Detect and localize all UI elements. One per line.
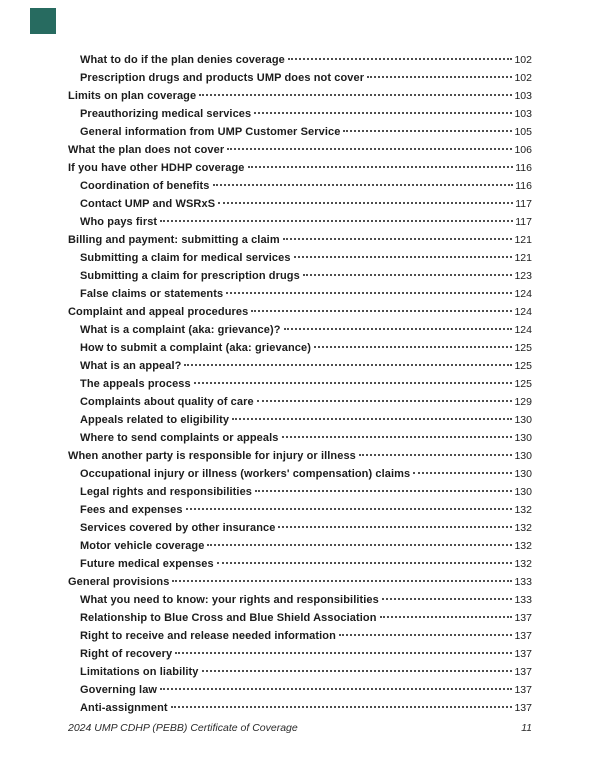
toc-entry-page: 130 bbox=[514, 414, 532, 426]
toc-entry[interactable] bbox=[68, 303, 532, 321]
dot-leader bbox=[254, 112, 512, 114]
dot-leader bbox=[160, 688, 512, 690]
dot-leader bbox=[213, 184, 514, 186]
toc-entry[interactable] bbox=[68, 537, 532, 555]
toc-entry-page: 121 bbox=[514, 252, 532, 264]
toc-entry-page: 132 bbox=[514, 504, 532, 516]
dot-leader bbox=[218, 202, 513, 204]
dot-leader bbox=[413, 472, 512, 474]
toc-entry-label: Right to receive and release needed information bbox=[80, 630, 336, 642]
toc-entry-label: Services covered by other insurance bbox=[80, 522, 276, 534]
dot-leader bbox=[255, 490, 512, 492]
toc-entry[interactable] bbox=[68, 195, 532, 213]
dot-leader bbox=[382, 598, 513, 600]
toc-entry-page: 137 bbox=[514, 666, 532, 678]
dot-leader bbox=[257, 400, 513, 402]
toc-entry-page: 133 bbox=[514, 594, 532, 606]
toc-entry-page: 130 bbox=[514, 432, 532, 444]
toc-entry[interactable] bbox=[68, 573, 532, 591]
toc-entry-page: 125 bbox=[514, 360, 532, 372]
toc-entry-page: 124 bbox=[514, 324, 532, 336]
toc-entry-label: Motor vehicle coverage bbox=[80, 540, 205, 552]
toc-entry-label: How to submit a complaint (aka: grievance) bbox=[80, 342, 311, 354]
toc-entry[interactable] bbox=[68, 645, 532, 663]
toc-entry-label: Governing law bbox=[80, 684, 158, 696]
toc-entry[interactable] bbox=[68, 447, 532, 465]
toc-entry-label: Limits on plan coverage bbox=[68, 90, 197, 102]
dot-leader bbox=[207, 544, 512, 546]
toc-entry-page: 124 bbox=[514, 288, 532, 300]
dot-leader bbox=[194, 382, 513, 384]
toc-entry-label: Occupational injury or illness (workers' compensation) claims bbox=[80, 468, 411, 480]
toc-entry[interactable] bbox=[68, 609, 532, 627]
toc-entry-page: 117 bbox=[515, 216, 532, 228]
dot-leader bbox=[278, 526, 512, 528]
toc-entry-page: 124 bbox=[514, 306, 532, 318]
toc-entry-page: 130 bbox=[514, 468, 532, 480]
toc-entry[interactable] bbox=[68, 87, 532, 105]
toc-entry-page: 106 bbox=[514, 144, 532, 156]
page-footer bbox=[68, 722, 532, 734]
toc-entry-label: Submitting a claim for medical services bbox=[80, 252, 291, 264]
dot-leader bbox=[227, 148, 512, 150]
toc-entry[interactable] bbox=[68, 555, 532, 573]
toc-entry-label: Complaint and appeal procedures bbox=[68, 306, 249, 318]
dot-leader bbox=[359, 454, 513, 456]
toc-entry[interactable] bbox=[68, 213, 532, 231]
dot-leader bbox=[217, 562, 513, 564]
dot-leader bbox=[184, 364, 512, 366]
toc-entry-label: What is a complaint (aka: grievance)? bbox=[80, 324, 281, 336]
toc-entry-label: Coordination of benefits bbox=[80, 180, 210, 192]
toc-entry-label: General provisions bbox=[68, 576, 170, 588]
toc-entry[interactable] bbox=[68, 249, 532, 267]
toc-entry-label: Complaints about quality of care bbox=[80, 396, 254, 408]
toc-entry-page: 103 bbox=[514, 108, 532, 120]
toc-entry-page: 137 bbox=[514, 684, 532, 696]
toc-entry-page: 132 bbox=[514, 558, 532, 570]
toc-entry-label: When another party is responsible for injury or illness bbox=[68, 450, 356, 462]
dot-leader bbox=[282, 436, 513, 438]
toc-entry-label: Contact UMP and WSRxS bbox=[80, 198, 216, 210]
toc-entry-page: 103 bbox=[514, 90, 532, 102]
toc-entry-label: Where to send complaints or appeals bbox=[80, 432, 279, 444]
dot-leader bbox=[199, 94, 512, 96]
toc-entry[interactable] bbox=[68, 231, 532, 249]
toc-entry-label: Fees and expenses bbox=[80, 504, 183, 516]
toc-entry-page: 137 bbox=[514, 702, 532, 714]
toc-entry-label: Submitting a claim for prescription drugs bbox=[80, 270, 300, 282]
toc-entry[interactable] bbox=[68, 699, 532, 717]
toc-entry-page: 133 bbox=[514, 576, 532, 588]
toc-entry[interactable] bbox=[68, 375, 532, 393]
toc-entry-label: Future medical expenses bbox=[80, 558, 214, 570]
toc-entry[interactable] bbox=[68, 105, 532, 123]
table-of-contents bbox=[68, 51, 532, 717]
toc-entry[interactable] bbox=[68, 429, 532, 447]
toc-entry-page: 130 bbox=[514, 486, 532, 498]
toc-entry-label: False claims or statements bbox=[80, 288, 224, 300]
dot-leader bbox=[380, 616, 513, 618]
dot-leader bbox=[202, 670, 513, 672]
toc-entry-label: What to do if the plan denies coverage bbox=[80, 54, 285, 66]
toc-entry-label: Legal rights and responsibilities bbox=[80, 486, 253, 498]
toc-entry[interactable] bbox=[68, 591, 532, 609]
toc-entry-page: 130 bbox=[514, 450, 532, 462]
dot-leader bbox=[303, 274, 513, 276]
toc-entry[interactable] bbox=[68, 51, 532, 69]
toc-entry-label: Limitations on liability bbox=[80, 666, 199, 678]
toc-entry-page: 137 bbox=[514, 648, 532, 660]
toc-entry-page: 102 bbox=[514, 72, 532, 84]
toc-entry[interactable] bbox=[68, 267, 532, 285]
toc-entry-page: 125 bbox=[514, 342, 532, 354]
toc-entry-page: 137 bbox=[514, 612, 532, 624]
toc-entry[interactable] bbox=[68, 357, 532, 375]
dot-leader bbox=[226, 292, 512, 294]
toc-entry[interactable] bbox=[68, 681, 532, 699]
toc-entry-page: 129 bbox=[514, 396, 532, 408]
toc-entry-label: What is an appeal? bbox=[80, 360, 182, 372]
toc-entry[interactable] bbox=[68, 483, 532, 501]
footer-document-title: 2024 UMP CDHP (PEBB) Certificate of Coverage bbox=[68, 722, 298, 734]
toc-entry-page: 102 bbox=[514, 54, 532, 66]
toc-entry-label: What the plan does not cover bbox=[68, 144, 225, 156]
toc-entry-label: Prescription drugs and products UMP does not cover bbox=[80, 72, 365, 84]
toc-entry-label: General information from UMP Customer Service bbox=[80, 126, 341, 138]
dot-leader bbox=[248, 166, 514, 168]
toc-entry-label: If you have other HDHP coverage bbox=[68, 162, 245, 174]
toc-entry-page: 132 bbox=[514, 522, 532, 534]
toc-entry-label: Appeals related to eligibility bbox=[80, 414, 230, 426]
toc-entry-label: Right of recovery bbox=[80, 648, 173, 660]
toc-entry[interactable] bbox=[68, 411, 532, 429]
dot-leader bbox=[284, 328, 513, 330]
toc-entry[interactable] bbox=[68, 285, 532, 303]
toc-entry-page: 121 bbox=[514, 234, 532, 246]
toc-entry-page: 132 bbox=[514, 540, 532, 552]
toc-entry-page: 105 bbox=[514, 126, 532, 138]
dot-leader bbox=[175, 652, 512, 654]
dot-leader bbox=[186, 508, 513, 510]
dot-leader bbox=[339, 634, 513, 636]
toc-entry[interactable] bbox=[68, 501, 532, 519]
toc-entry-page: 123 bbox=[514, 270, 532, 282]
toc-entry-page: 116 bbox=[515, 162, 532, 174]
toc-entry[interactable] bbox=[68, 321, 532, 339]
dot-leader bbox=[288, 58, 513, 60]
dot-leader bbox=[343, 130, 512, 132]
dot-leader bbox=[171, 706, 513, 708]
toc-entry-label: Preauthorizing medical services bbox=[80, 108, 252, 120]
dot-leader bbox=[367, 76, 512, 78]
toc-entry[interactable] bbox=[68, 627, 532, 645]
toc-entry-page: 117 bbox=[515, 198, 532, 210]
toc-entry[interactable] bbox=[68, 123, 532, 141]
toc-entry[interactable] bbox=[68, 339, 532, 357]
toc-entry-label: Who pays first bbox=[80, 216, 158, 228]
toc-entry[interactable] bbox=[68, 519, 532, 537]
footer-page-number: 11 bbox=[521, 722, 532, 734]
toc-entry[interactable] bbox=[68, 393, 532, 411]
toc-entry[interactable] bbox=[68, 663, 532, 681]
toc-entry-label: Anti-assignment bbox=[80, 702, 168, 714]
toc-entry[interactable] bbox=[68, 69, 532, 87]
toc-entry[interactable] bbox=[68, 177, 532, 195]
dot-leader bbox=[172, 580, 512, 582]
toc-entry-label: The appeals process bbox=[80, 378, 191, 390]
dot-leader bbox=[283, 238, 513, 240]
toc-entry[interactable] bbox=[68, 141, 532, 159]
corner-accent-square bbox=[30, 8, 56, 34]
toc-entry-page: 137 bbox=[514, 630, 532, 642]
toc-entry-label: Billing and payment: submitting a claim bbox=[68, 234, 280, 246]
toc-entry[interactable] bbox=[68, 159, 532, 177]
dot-leader bbox=[160, 220, 513, 222]
toc-entry-label: Relationship to Blue Cross and Blue Shield Association bbox=[80, 612, 377, 624]
toc-entry-label: What you need to know: your rights and responsibilities bbox=[80, 594, 379, 606]
toc-entry[interactable] bbox=[68, 465, 532, 483]
toc-entry-page: 125 bbox=[514, 378, 532, 390]
dot-leader bbox=[294, 256, 513, 258]
dot-leader bbox=[251, 310, 512, 312]
dot-leader bbox=[314, 346, 513, 348]
dot-leader bbox=[232, 418, 512, 420]
toc-entry-page: 116 bbox=[515, 180, 532, 192]
